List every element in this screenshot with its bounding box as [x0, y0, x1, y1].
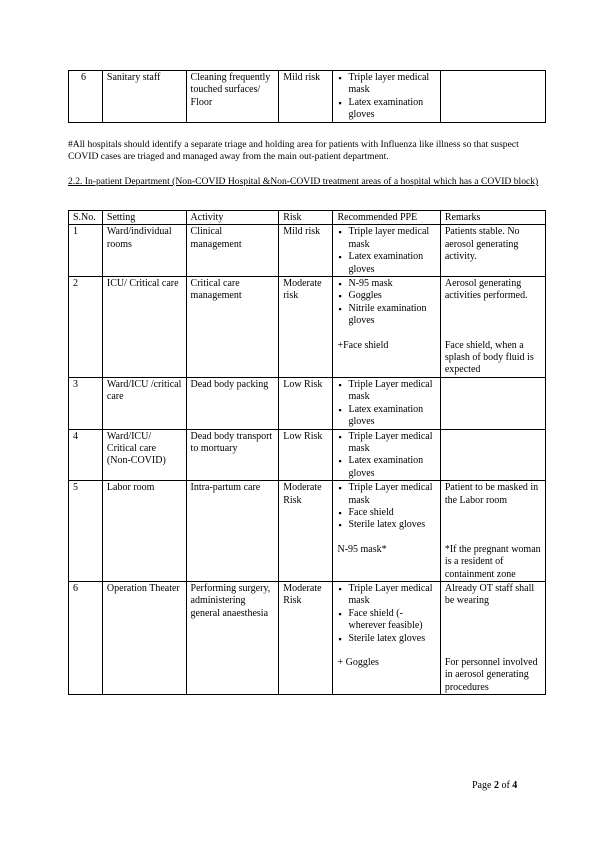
ppe-list: [337, 379, 435, 429]
list-item: ▪ Triple Layer medical mask: [348, 482, 435, 507]
cell-setting: Ward/individual rooms: [102, 225, 186, 277]
header-ppe: Recommended PPE: [333, 211, 440, 225]
cell-remarks: [440, 481, 545, 582]
list-item: ▪ Face shield (-wherever feasible): [348, 608, 435, 633]
remarks-text: Aerosol generating activities performed.: [444, 278, 528, 302]
cell-sno: 3: [69, 377, 103, 429]
page-of: of: [498, 780, 513, 791]
ppe-list: [337, 583, 435, 645]
cell-ppe: [333, 71, 440, 123]
cell-risk: Moderate risk: [279, 277, 333, 378]
section-heading: 2.2. In-patient Department (Non-COVID Hospital &Non-COVID treatment areas of a hospital which has a COVID block): [68, 176, 539, 187]
cell-setting: Ward/ICU/ Critical care (Non-COVID): [102, 429, 186, 481]
cell-sno: 2: [69, 277, 103, 378]
ppe-additional: N-95 mask*: [337, 543, 387, 555]
list-item: ▪ Sterile latex gloves: [348, 519, 435, 531]
remarks-additional: For personnel involved in aerosol generating procedures: [444, 657, 538, 693]
table-row: [69, 71, 546, 123]
cell-sno: 6: [69, 71, 103, 123]
remarks-text: Patients stable. No aerosol generating activity.: [444, 226, 520, 263]
cell-remarks: [440, 277, 545, 378]
cell-sno: 5: [69, 481, 103, 582]
header-risk: Risk: [279, 211, 333, 225]
remarks-additional: Face shield, when a splash of body fluid is expected: [444, 339, 534, 376]
list-item: ▪ Triple Layer medical mask: [348, 431, 435, 456]
cell-remarks: [440, 429, 545, 481]
list-item: ▪ Goggles: [348, 290, 435, 302]
header-setting: Setting: [102, 211, 186, 225]
cell-setting: Labor room: [102, 481, 186, 582]
cell-sno: 1: [69, 225, 103, 277]
table-row: [69, 377, 546, 429]
table-header-row: [69, 211, 546, 225]
page-number: [472, 780, 517, 791]
cell-setting: Ward/ICU /critical care: [102, 377, 186, 429]
list-item: ▪ Triple layer medical mask: [348, 72, 435, 97]
ppe-additional: + Goggles: [337, 657, 379, 668]
cell-risk: Mild risk: [279, 71, 333, 123]
cell-activity: Clinical management: [186, 225, 279, 277]
table-row: [69, 225, 546, 277]
table-body: [69, 225, 546, 695]
cell-ppe: [333, 377, 440, 429]
list-item: ▪ Latex examination gloves: [348, 251, 435, 276]
table-row: [69, 429, 546, 481]
list-item: ▪ Face shield: [348, 507, 435, 519]
cell-setting: Operation Theater: [102, 581, 186, 694]
page-label: Page: [472, 780, 494, 791]
cell-ppe: [333, 429, 440, 481]
cell-risk: Low Risk: [279, 377, 333, 429]
ppe-additional: +Face shield: [337, 339, 389, 351]
hospital-triage-note: #All hospitals should identify a separate triage and holding area for patients with Influenza like illness so that suspect COVID cases are triaged and managed away from the main out-patient department.: [68, 139, 519, 163]
list-item: ▪ Latex examination gloves: [348, 404, 435, 429]
cell-activity: Dead body transport to mortuary: [186, 429, 279, 481]
header-sno: S.No.: [69, 211, 103, 225]
table-row: [69, 581, 546, 694]
list-item: ▪ N-95 mask: [348, 278, 435, 290]
ppe-list: [337, 431, 435, 481]
ppe-list: [337, 482, 435, 532]
ppe-list: [337, 226, 435, 276]
cell-activity: Cleaning frequently touched surfaces/ Floor: [186, 71, 279, 123]
list-item: ▪ Nitrile examination gloves: [348, 303, 435, 328]
cell-risk: Moderate Risk: [279, 481, 333, 582]
cell-remarks: [440, 581, 545, 694]
cell-setting: ICU/ Critical care: [102, 277, 186, 378]
cell-risk: Low Risk: [279, 429, 333, 481]
header-activity: Activity: [186, 211, 279, 225]
ppe-list: [337, 72, 435, 122]
list-item: ▪ Triple layer medical mask: [348, 226, 435, 251]
cell-risk: Mild risk: [279, 225, 333, 277]
list-item: ▪ Triple Layer medical mask: [348, 583, 435, 608]
cell-remarks: [440, 71, 545, 123]
cell-remarks: [440, 377, 545, 429]
cell-ppe: [333, 581, 440, 694]
cell-risk: Moderate Risk: [279, 581, 333, 694]
table-row: [69, 481, 546, 582]
cell-ppe: [333, 225, 440, 277]
table-row: [69, 277, 546, 378]
list-item: ▪ Latex examination gloves: [348, 97, 435, 122]
continued-ppe-table: [68, 70, 546, 123]
remarks-text: Patient to be masked in the Labor room: [444, 482, 539, 506]
cell-activity: Intra-partum care: [186, 481, 279, 582]
remarks-text: Already OT staff shall be wearing: [444, 582, 535, 607]
inpatient-ppe-table: [68, 210, 546, 695]
cell-activity: Performing surgery, administering general anaesthesia: [186, 581, 279, 694]
cell-setting: Sanitary staff: [102, 71, 186, 123]
cell-ppe: [333, 277, 440, 378]
header-remarks: Remarks: [440, 211, 545, 225]
list-item: ▪ Triple Layer medical mask: [348, 379, 435, 404]
list-item: ▪ Latex examination gloves: [348, 455, 435, 480]
cell-activity: Critical care management: [186, 277, 279, 378]
cell-remarks: [440, 225, 545, 277]
remarks-additional: *If the pregnant woman is a resident of containment zone: [444, 543, 541, 580]
list-item: ▪ Sterile latex gloves: [348, 633, 435, 645]
cell-ppe: [333, 481, 440, 582]
cell-sno: 4: [69, 429, 103, 481]
ppe-list: [337, 278, 435, 328]
cell-activity: Dead body packing: [186, 377, 279, 429]
cell-sno: 6: [69, 581, 103, 694]
current-page: 2: [493, 780, 499, 791]
total-pages: 4: [512, 780, 518, 791]
